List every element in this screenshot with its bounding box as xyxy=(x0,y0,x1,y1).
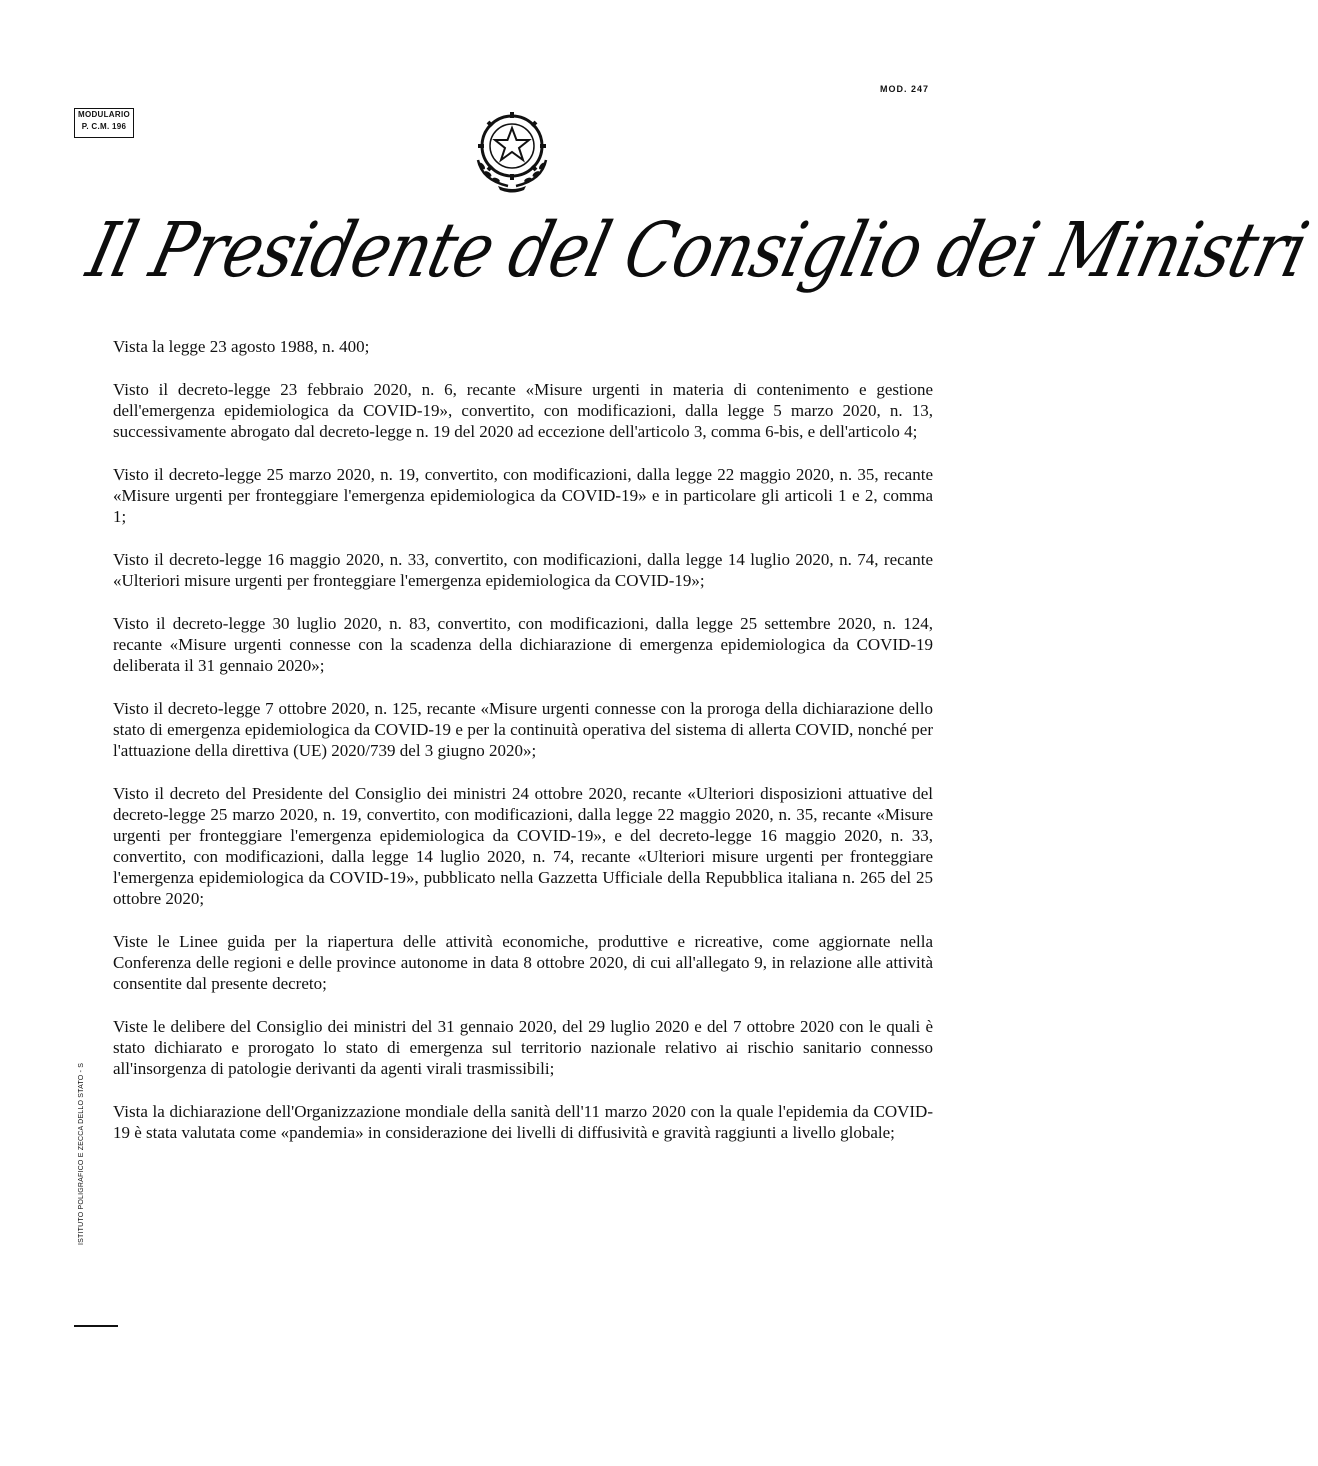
paragraph-delibere: Viste le delibere del Consiglio dei ministri del 31 gennaio 2020, del 29 luglio 2020 e del 7 ottobre 2020 con le quali è stato dichiarato e prorogato lo stato di emergenza sul territorio nazionale relativo ai rischio sanitario connesso all'insorgenza di patologie derivanti da agenti virali trasmissibili; xyxy=(113,1017,933,1078)
margin-rule xyxy=(74,1325,118,1327)
paragraph-linee-guida: Viste le Linee guida per la riapertura delle attività economiche, produttive e ricreative, come aggiornate nella Conferenza delle regioni e delle province autonome in data 8 ottobre 2020, di cui all'allegato 9, in relazione alle attività consentite dal presente decreto; xyxy=(113,932,933,993)
paragraph-dl-125-2020: Visto il decreto-legge 7 ottobre 2020, n. 125, recante «Misure urgenti connesse con la proroga della dichiarazione dello stato di emergenza epidemiologica da COVID-19 e per la continuità operativa del sistema di allerta COVID, nonché per l'attuazione della direttiva (UE) 2020/739 del 3 giugno 2020»; xyxy=(113,699,933,760)
mod-code: MOD. 247 xyxy=(880,84,930,94)
form-code-box xyxy=(74,108,134,138)
paragraph-dl-33-2020: Visto il decreto-legge 16 maggio 2020, n. 33, convertito, con modificazioni, dalla legge 14 luglio 2020, n. 74, recante «Ulteriori misure urgenti per fronteggiare l'emergenza epidemiologica da COVID-19»; xyxy=(113,550,933,590)
paragraph-dpcm-24-ottobre: Visto il decreto del Presidente del Consiglio dei ministri 24 ottobre 2020, recante «Ulteriori disposizioni attuative del decreto-legge 25 marzo 2020, n. 19, convertito, con modificazioni, dalla legge 22 maggio 2020, n. 35, recante «Misure urgenti per fronteggiare l'emergenza epidemiologica da COVID-19», e del decreto-legge 16 maggio 2020, n. 33, convertito, con modificazioni, dalla legge 14 luglio 2020, n. 74, recante «Ulteriori misure urgenti per fronteggiare l'emergenza epidemiologica da COVID-19», pubblicato nella Gazzetta Ufficiale della Repubblica italiana n. 265 del 25 ottobre 2020; xyxy=(113,784,933,908)
form-code-line2: P. C.M. 196 xyxy=(81,122,127,131)
paragraph-dl-83-2020: Visto il decreto-legge 30 luglio 2020, n. 83, convertito, con modificazioni, dalla legge 25 settembre 2020, n. 124, recante «Misure urgenti connesse con la scadenza della dichiarazione di emergenza epidemiologica da COVID-19 deliberata il 31 gennaio 2020»; xyxy=(113,614,933,675)
document-body xyxy=(113,336,933,1165)
paragraph-dl-19-2020: Visto il decreto-legge 25 marzo 2020, n. 19, convertito, con modificazioni, dalla legge 22 maggio 2020, n. 35, recante «Misure urgenti per fronteggiare l'emergenza epidemiologica da COVID-19» e in particolare gli articoli 1 e 2, comma 1; xyxy=(113,465,933,526)
paragraph-dl-6-2020: Visto il decreto-legge 23 febbraio 2020, n. 6, recante «Misure urgenti in materia di contenimento e gestione dell'emergenza epidemiologica da COVID-19», convertito, con modificazioni, dalla legge 5 marzo 2020, n. 13, successivamente abrogato dal decreto-legge n. 19 del 2020 ad eccezione dell'articolo 3, comma 6-bis, e dell'articolo 4; xyxy=(113,380,933,441)
printer-side-stamp-text: ISTITUTO POLIGRAFICO E ZECCA DELLO STATO - S xyxy=(78,1062,85,1245)
republic-emblem-icon xyxy=(468,100,556,192)
paragraph-oms-pandemia: Vista la dichiarazione dell'Organizzazione mondiale della sanità dell'11 marzo 2020 con la quale l'epidemia da COVID-19 è stata valutata come «pandemia» in considerazione dei livelli di diffusività e gravità raggiunti a livello globale; xyxy=(113,1102,933,1142)
paragraph-legge-400: Vista la legge 23 agosto 1988, n. 400; xyxy=(113,337,370,356)
document-header-title: Il Presidente del Consiglio dei Ministri xyxy=(79,207,1316,295)
printer-side-stamp xyxy=(78,1060,90,1245)
form-code-line1: MODULARIO xyxy=(77,110,131,119)
